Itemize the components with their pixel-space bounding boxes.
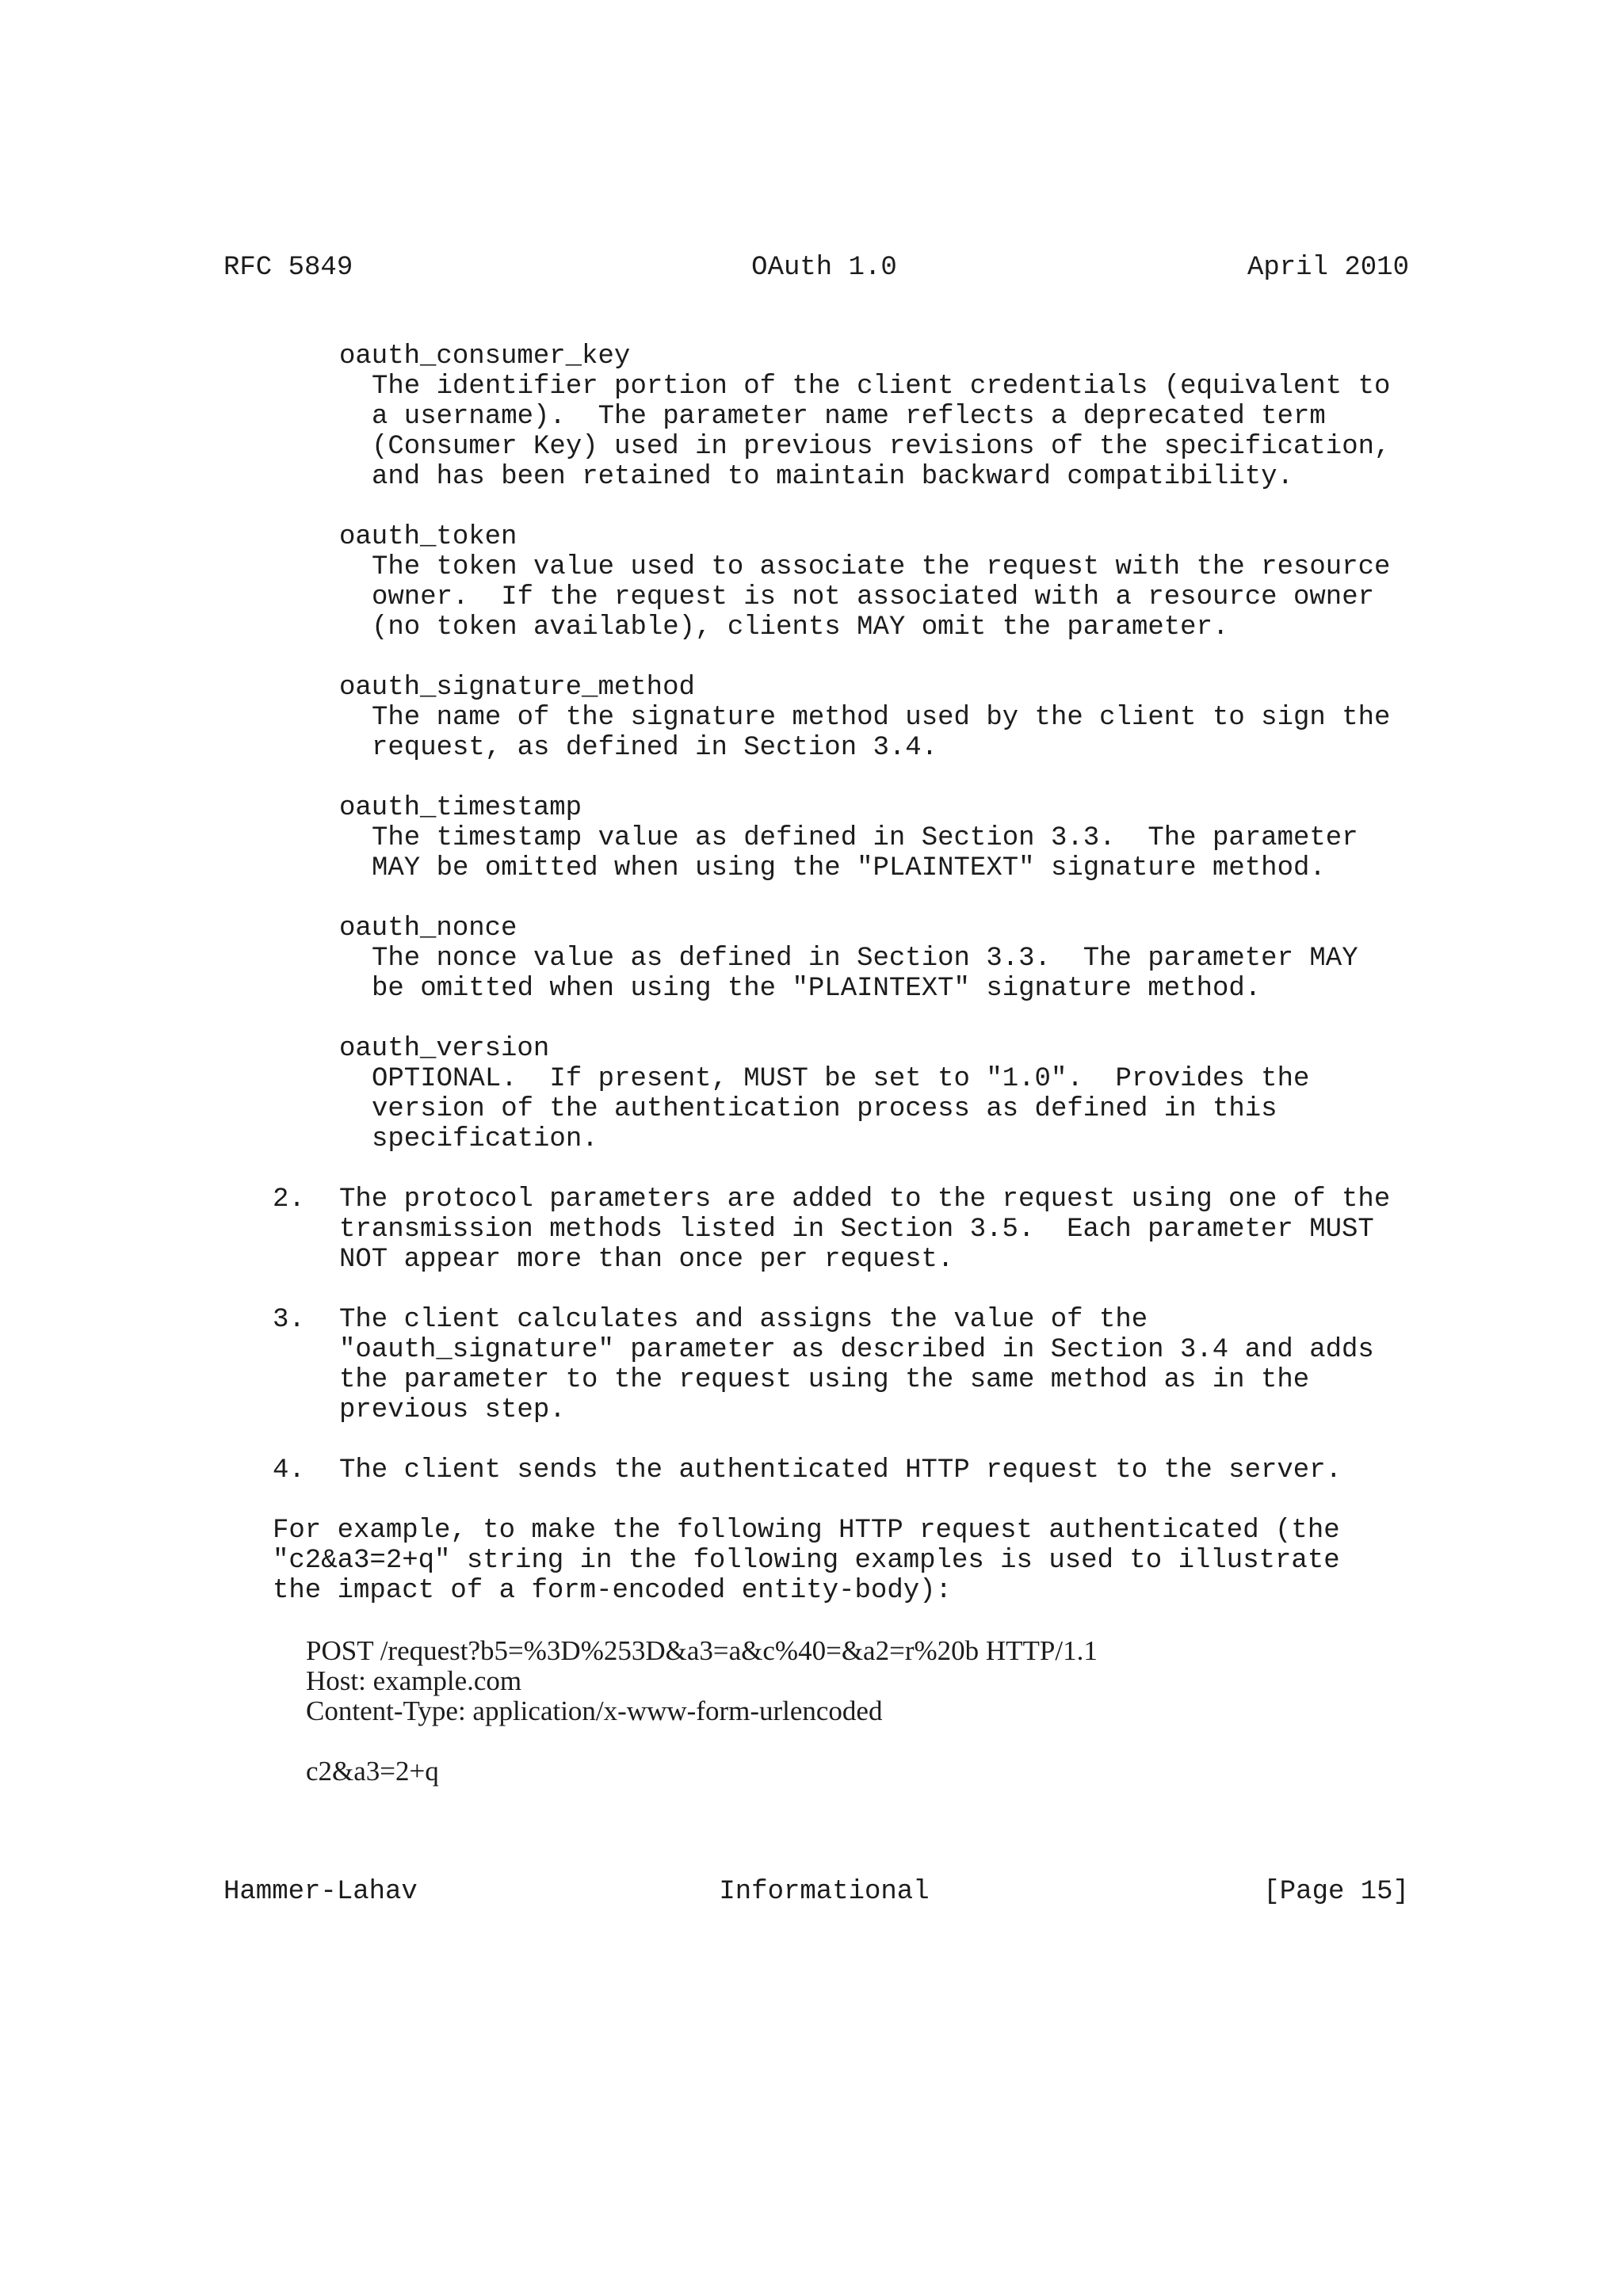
- step-text-line: transmission methods listed in Section 3.5. Each parameter MUST: [339, 1215, 1374, 1245]
- code-entity-body: c2&a3=2+q: [306, 1756, 439, 1787]
- header-rfc-number: RFC 5849: [223, 253, 353, 283]
- param-name: oauth_signature_method: [339, 673, 695, 703]
- param-description-line: be omitted when using the "PLAINTEXT" signature method.: [372, 974, 1262, 1004]
- step-text-line: The client sends the authenticated HTTP request to the server.: [339, 1455, 1342, 1486]
- header-title: OAuth 1.0: [751, 253, 897, 283]
- code-line: POST /request?b5=%3D%253D&a3=a&c%40=&a2=r%20b HTTP/1.1: [306, 1635, 1098, 1666]
- step-number: 4.: [273, 1455, 305, 1486]
- param-description-line: (Consumer Key) used in previous revisions of the specification,: [372, 432, 1391, 462]
- footer-category: Informational: [719, 1877, 930, 1907]
- param-description-line: The timestamp value as defined in Section 3.3. The parameter: [372, 823, 1358, 853]
- step-text-line: The client calculates and assigns the value of the: [339, 1305, 1148, 1335]
- param-name: oauth_version: [339, 1034, 550, 1064]
- step-text-line: previous step.: [339, 1395, 566, 1425]
- paragraph-line: "c2&a3=2+q" string in the following examples is used to illustrate: [273, 1546, 1340, 1576]
- param-description-line: The name of the signature method used by the client to sign the: [372, 703, 1391, 733]
- step-text-line: NOT appear more than once per request.: [339, 1245, 954, 1275]
- code-line: Host: example.com: [306, 1665, 522, 1696]
- step-number: 3.: [273, 1305, 305, 1335]
- param-description-line: The identifier portion of the client credentials (equivalent to: [372, 372, 1391, 402]
- step-text-line: "oauth_signature" parameter as described in Section 3.4 and adds: [339, 1335, 1374, 1365]
- param-description-line: version of the authentication process as defined in this: [372, 1094, 1277, 1124]
- paragraph-line: For example, to make the following HTTP request authenticated (the: [273, 1516, 1340, 1546]
- param-description-line: (no token available), clients MAY omit the parameter.: [372, 612, 1229, 643]
- param-description-line: MAY be omitted when using the "PLAINTEXT" signature method.: [372, 853, 1326, 883]
- param-description-line: OPTIONAL. If present, MUST be set to "1.0". Provides the: [372, 1064, 1310, 1094]
- param-name: oauth_consumer_key: [339, 341, 631, 372]
- step-text-line: the parameter to the request using the same method as in the: [339, 1365, 1310, 1395]
- param-name: oauth_timestamp: [339, 793, 582, 823]
- page-header: [0, 252, 1623, 284]
- paragraph-line: the impact of a form-encoded entity-body):: [273, 1576, 952, 1606]
- header-date: April 2010: [1247, 253, 1409, 283]
- param-name: oauth_nonce: [339, 913, 517, 944]
- param-description-line: a username). The parameter name reflects a deprecated term: [372, 402, 1326, 432]
- page-footer: [0, 1876, 1623, 1908]
- param-name: oauth_token: [339, 522, 517, 552]
- param-description-line: The nonce value as defined in Section 3.3. The parameter MAY: [372, 944, 1358, 974]
- footer-author: Hammer-Lahav: [223, 1877, 418, 1907]
- step-number: 2.: [273, 1184, 305, 1215]
- param-description-line: and has been retained to maintain backward compatibility.: [372, 462, 1293, 492]
- param-description-line: The token value used to associate the request with the resource: [372, 552, 1391, 582]
- footer-page-number: [Page 15]: [1263, 1877, 1409, 1907]
- code-line: Content-Type: application/x-www-form-urlencoded: [306, 1695, 883, 1726]
- step-text-line: The protocol parameters are added to the request using one of the: [339, 1184, 1391, 1215]
- param-description-line: request, as defined in Section 3.4.: [372, 733, 938, 763]
- param-description-line: owner. If the request is not associated with a resource owner: [372, 582, 1375, 612]
- param-description-line: specification.: [372, 1124, 598, 1154]
